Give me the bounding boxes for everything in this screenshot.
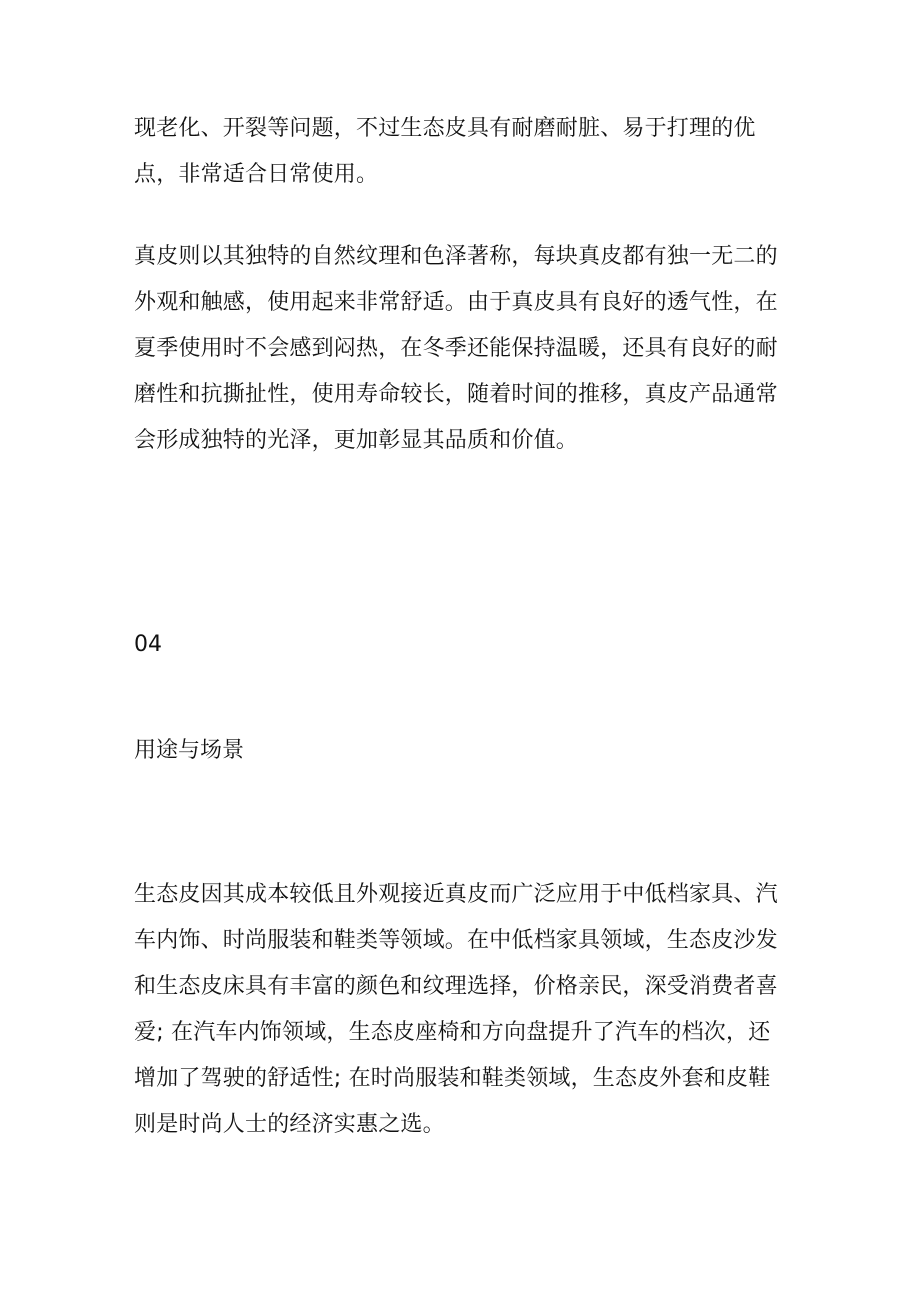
- paragraph-synthetic-leather-pros: [134, 106, 794, 198]
- text-line: 车内饰、时尚服装和鞋类等领域。在中低档家具领域，生态皮沙发: [134, 928, 778, 953]
- text-line: 真皮则以其独特的自然纹理和色泽著称，每块真皮都有独一无二的: [134, 244, 778, 269]
- text-line: 会形成独特的光泽，更加彰显其品质和价值。: [134, 428, 579, 453]
- text-line: 外观和触感，使用起来非常舒适。由于真皮具有良好的透气性，在: [134, 290, 778, 315]
- text-line: 夏季使用时不会感到闷热，在冬季还能保持温暖，还具有良好的耐: [134, 336, 778, 361]
- text-line: 爱; 在汽车内饰领域，生态皮座椅和方向盘提升了汽车的档次，还: [134, 1020, 771, 1045]
- section-title: 用途与场景: [134, 738, 245, 763]
- text-line: 增加了驾驶的舒适性; 在时尚服装和鞋类领域，生态皮外套和皮鞋: [134, 1066, 771, 1091]
- paragraph-genuine-leather: [134, 234, 794, 464]
- text-line: 和生态皮床具有丰富的颜色和纹理选择，价格亲民，深受消费者喜: [134, 974, 778, 999]
- text-line: 磨性和抗撕扯性，使用寿命较长，随着时间的推移，真皮产品通常: [134, 382, 778, 407]
- text-line: 点，非常适合日常使用。: [134, 162, 379, 187]
- text-line: 生态皮因其成本较低且外观接近真皮而广泛应用于中低档家具、汽: [134, 882, 778, 907]
- text-line: 则是时尚人士的经济实惠之选。: [134, 1112, 445, 1137]
- section-number: 04: [134, 632, 162, 657]
- text-line: 现老化、开裂等问题，不过生态皮具有耐磨耐脏、易于打理的优: [134, 116, 756, 141]
- paragraph-usage-scenarios: [134, 872, 794, 1148]
